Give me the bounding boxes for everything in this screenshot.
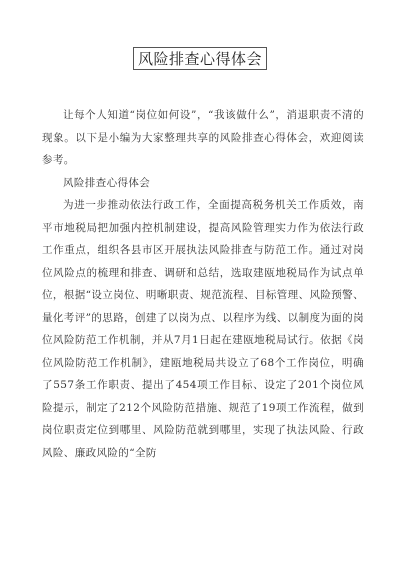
intro-paragraph: 让每个人知道“岗位如何设”，“我该做什么”，消退职责不清的现象。以下是小编为大家整理共享的风险排查心得体会，欢迎阅读参考。 [42,109,364,166]
section-heading: 风险排查心得体会 [63,176,151,189]
document-body [42,104,364,464]
title-container [0,47,400,70]
body-paragraph: 为进一步推动依法行政工作，全面提高税务机关工作质效，南平市地税局把加强内控机制建设，提高风险管理实力作为依法行政工作重点，组织各县市区开展执法风险排查与防范工作。通过对岗位风险点的梳理和排查、调研和总结，选取建瓯地税局作为试点单位，根据“设立岗位、明晰职责、规范流程、目标管理、风险预警、量化考评”的思路，创建了以岗为点、以程序为线、以制度为面的岗位风险防范工作机制，并从7月1日起在建瓯地税局试行。依据《岗位风险防范工作机制》，建瓯地税局共设立了68个工作岗位，明确了557条工作职责、提出了454项工作目标、设定了201个岗位风险提示，制定了212个风险防范措施、规范了19项工作流程，做到岗位职责定位到哪里、风险防范就到哪里，实现了执法风险、行政风险、廉政风险的“全防 [42,199,364,459]
document-title: 风险排查心得体会 [133,47,267,70]
